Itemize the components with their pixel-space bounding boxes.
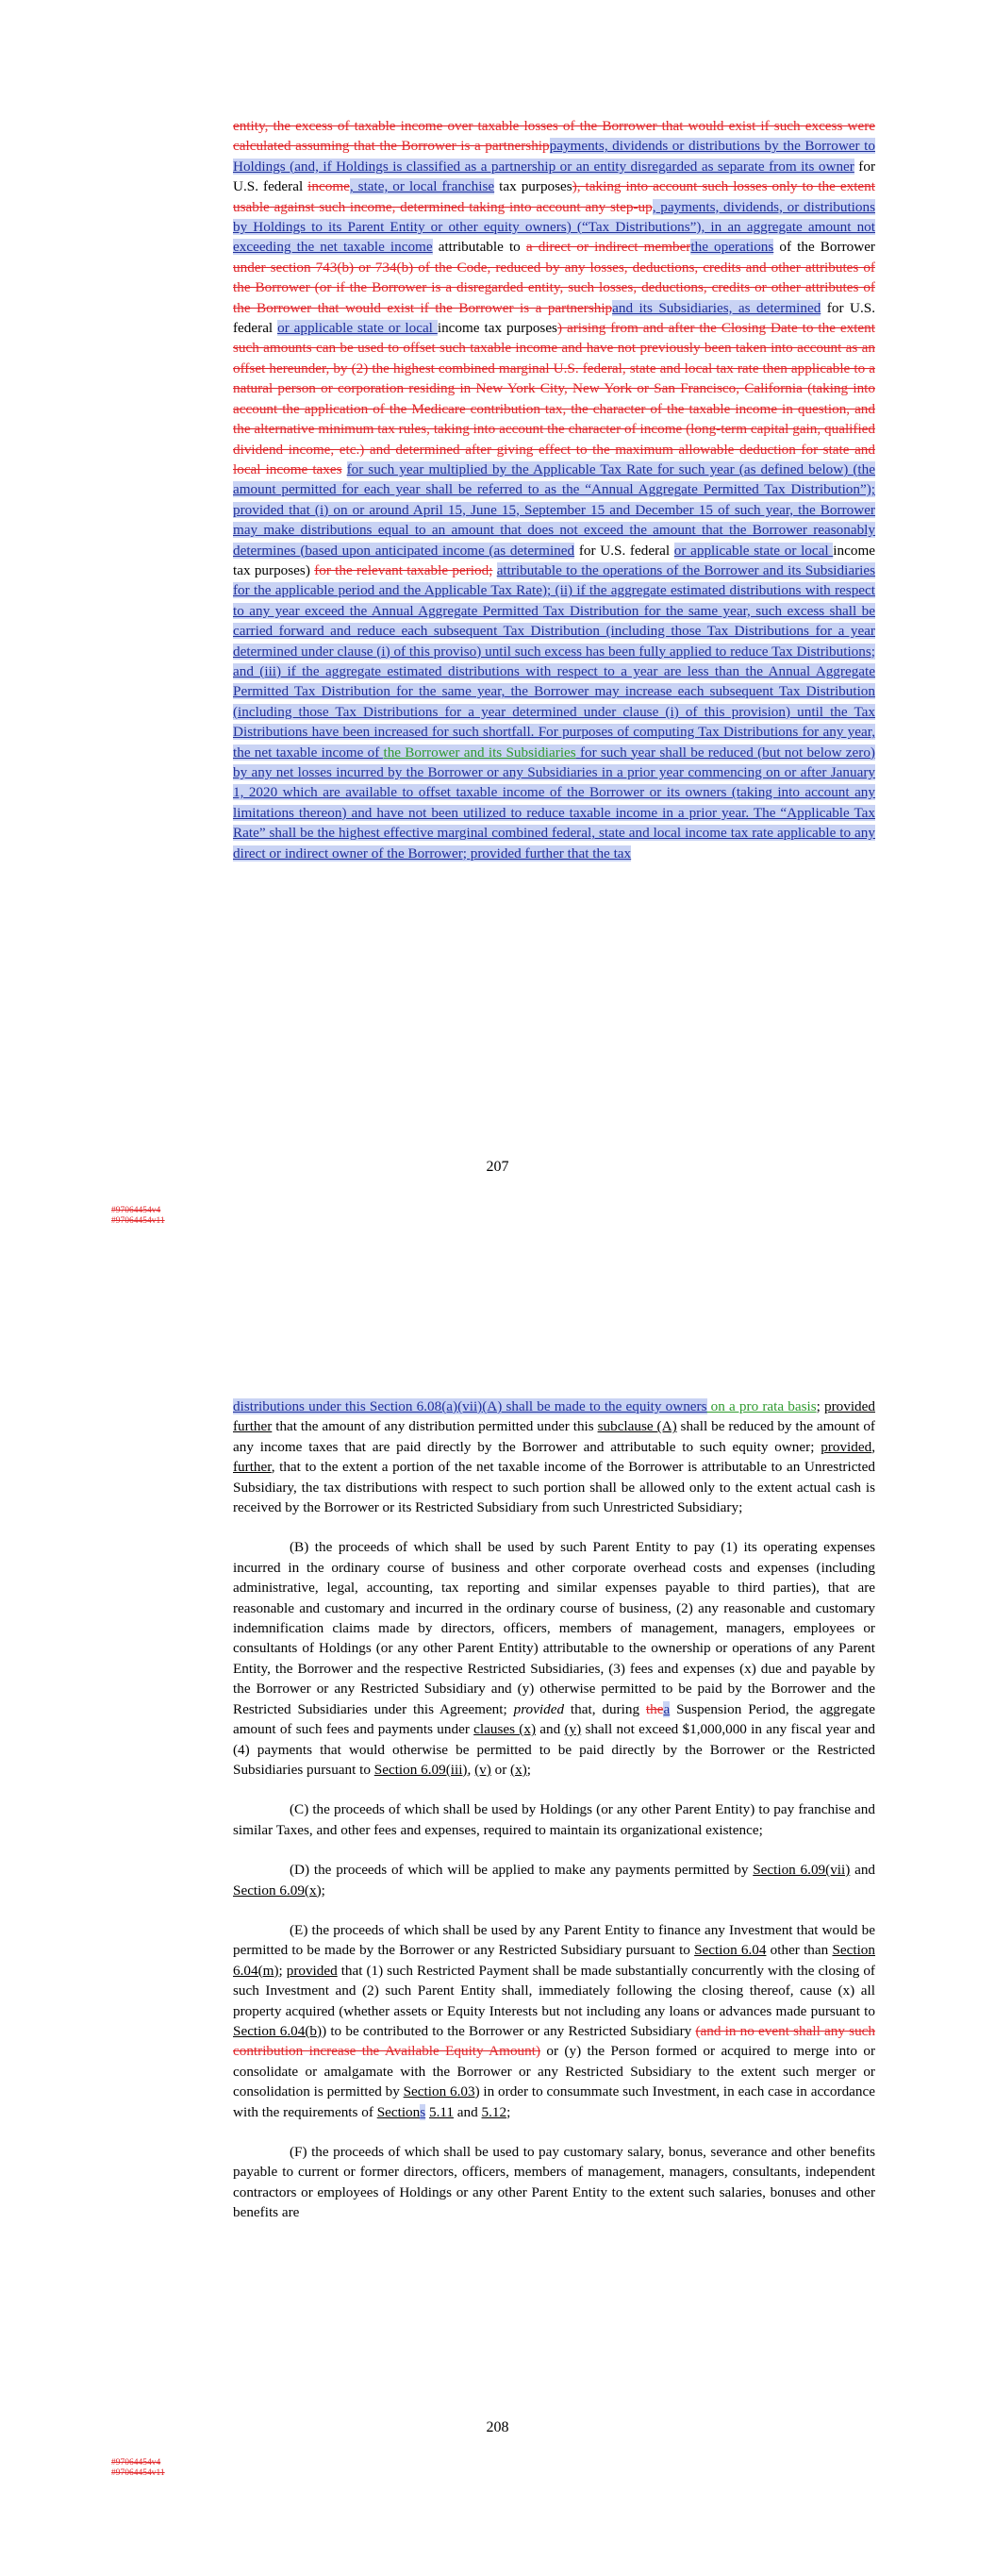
- text-run: [342, 461, 347, 477]
- deleted-text: under section 743(b) or 734(b) of the Code, reduced by any losses, deductions, credits and other attributes of the Borrower (or if the Borrower is a disregarded entity, such losses, deductions, credits or other attributes of the Borrower that would exist if the Borrower is a partnership: [233, 259, 875, 316]
- text-run: ) to be contributed to the Borrower or any Restricted Subsidiary: [322, 2022, 696, 2039]
- text-run: Suspension Period, the aggregate amount of such fees and payments under: [233, 1700, 875, 1738]
- text-run: (C) the proceeds of which shall be used by Holdings (or any other Parent Entity) to pay franchise and similar Taxes, and other fees and expenses, required to maintain its organizational existence;: [233, 1801, 875, 1838]
- text-run: and: [536, 1721, 565, 1738]
- page-body: [233, 1397, 875, 2243]
- paragraph-clause-e: [233, 1920, 875, 2122]
- inserted-text: and its Subsidiaries, as determined: [612, 299, 821, 316]
- text-run: ,: [871, 1438, 875, 1455]
- deleted-text: the: [645, 1700, 664, 1717]
- text-run: that (1) such Restricted Payment shall be made substantially concurrently with the closing of such Investment and (2) such Parent Entity shall, immediately following the closing thereof, cause (x) all property acquired (whether assets or Equity Interests but not including any loans or advances made pursuant to: [233, 1962, 875, 2019]
- inserted-text: a: [663, 1700, 671, 1717]
- inserted-text: attributable to the operations of the Borrower and its Subsidiaries for the applicable period and the Applicable Tax Rate); (ii) if the aggregate estimated distributions with respect to any year exceed the Annual Aggregate Permitted Tax Distribution for the same year, such excess shall be carried forward and reduce each subsequent Tax Distribution (including those Tax Distributions for a year determined under clause (i) of this proviso) until such excess has been fully applied to reduce Tax Distributions; and (iii) if the aggregate estimated distributions with respect to a year are less than the Annual Aggregate Permitted Tax Distribution for the same year, the Borrower may increase each subsequent Tax Distribution (including those Tax Distributions for a year determined under clause (i) of this provision) until the Tax Distributions have been increased for such shortfall. For purposes of computing Tax Distributions for any year, the net taxable income of: [233, 561, 876, 761]
- paragraph: [233, 116, 875, 863]
- underlined-reference: Section 6.09(x): [233, 1882, 322, 1899]
- underlined-reference: 5.11: [428, 2103, 454, 2120]
- text-run: and: [453, 2103, 482, 2120]
- text-run: for U.S. federal: [233, 158, 875, 195]
- paragraph-clause-f: [233, 2142, 875, 2223]
- text-run: (B) the proceeds of which shall be used by such Parent Entity to pay (1) its operating expenses incurred in the ordinary course of business and other corporate overhead costs and expenses (including administrative, legal, accounting, tax reporting and similar expenses payable to third parties), that are reasonable and customary and incurred in the ordinary course of business, (2) any reasonable and customary indemnification claims made by directors, officers, members of management, managers, employees or consultants of Holdings (or any other Parent Entity) attributable to the ownership or operations of any Parent Entity, the Borrower and the respective Restricted Subsidiaries, (3) fees and expenses (x) due and payable by the Borrower or any Restricted Subsidiary and (y) otherwise permitted to be paid by the Borrower and the Restricted Subsidiaries under this Agreement;: [233, 1539, 875, 1717]
- text-run: ) in order to consummate such Investment, in each case in accordance with the requirements of: [233, 2083, 875, 2120]
- inserted-text: for such year multiplied by the Applicable Tax Rate for such year (as defined below) (the amount permitted for each year shall be referred to as the “Annual Aggregate Permitted Tax Distribution”); provided that (i) on or around April 15, June 15, September 15 and December 15 of such year, the Borrower may make distributions equal to an amount that does not exceed the amount that the Borrower reasonably determines (based upon anticipated income (as determined: [233, 460, 875, 559]
- inserted-text: , payments, dividends, or distributions by Holdings to its Parent Entity or other equity owners) (“Tax Distributions”), in an aggregate amount not exceeding the net taxable income: [233, 198, 875, 256]
- text-run: ;: [526, 1761, 531, 1778]
- text-run: (F) the proceeds of which shall be used to pay customary salary, bonus, severance and other benefits payable to current or former directors, officers, members of management, managers, consultants, independent contractors or employees of Holdings or any other Parent Entity to the extent such salaries, bonuses and other benefits are: [233, 2144, 875, 2221]
- text-run: for U.S. federal: [574, 542, 674, 559]
- text-run: (D) the proceeds of which will be applied to make any payments permitted by: [290, 1862, 754, 1879]
- text-run: , that to the extent a portion of the net taxable income of the Borrower is attributable to an Unrestricted Subsidiary, the tax distributions with respect to such portion shall be allowed only to the extent actual cash is received by the Borrower or its Restricted Subsidiary from such Unrestricted Subsidiary;: [233, 1459, 875, 1516]
- text-run: that, during: [564, 1700, 646, 1717]
- text-run: and: [850, 1862, 876, 1879]
- document-id: #97064454v4: [111, 1206, 161, 1215]
- underlined-reference: provided: [286, 1962, 338, 1979]
- underlined-reference: further: [233, 1459, 272, 1476]
- deleted-text: income: [307, 178, 350, 195]
- paragraph: [233, 1397, 875, 1517]
- underlined-reference: Section 6.09(iii): [373, 1761, 468, 1778]
- inserted-text: s: [420, 2103, 426, 2120]
- moved-inserted-text: the Borrower and its Subsidiaries: [383, 744, 576, 761]
- paragraph-clause-c: [233, 1799, 875, 1840]
- underlined-reference: Section 6.04(m): [233, 1942, 875, 1979]
- text-run: for U.S. federal: [233, 299, 875, 337]
- paragraph-clause-b: [233, 1537, 875, 1780]
- deleted-text: entity, the excess of taxable income over taxable losses of the Borrower that would exist if such excess were calculated assuming that the Borrower is a partnership: [233, 118, 875, 155]
- underlined-reference: further: [233, 1418, 273, 1435]
- underlined-reference: Section 6.03: [403, 2083, 475, 2100]
- deleted-text: ), taking into account such losses only to the extent usable against such income, determined taking into account any step-up: [233, 178, 875, 215]
- document-id: #97064454v11: [111, 2468, 165, 2478]
- underlined-reference: provided: [824, 1398, 875, 1414]
- inserted-text: distributions under this Section 6.08(a)(vii)(A) shall be made to the equity owners: [233, 1398, 707, 1414]
- text-run: attributable to: [432, 239, 526, 256]
- document-page-208: [0, 1397, 995, 2576]
- page-body: [233, 116, 875, 883]
- underlined-reference: subclause (A): [597, 1418, 677, 1435]
- text-run: that the amount of any distribution permitted under this: [272, 1418, 598, 1435]
- document-id: #97064454v11: [111, 1216, 165, 1226]
- underlined-reference: (v): [474, 1761, 491, 1778]
- underlined-reference: clauses (x): [473, 1721, 536, 1738]
- inserted-text: or applicable state or local: [673, 542, 834, 559]
- text-run: other than: [766, 1942, 833, 1959]
- underlined-reference: (y): [564, 1721, 582, 1738]
- inserted-text: the operations: [690, 239, 774, 256]
- italic-text: provided: [513, 1700, 565, 1717]
- text-run: income tax purposes): [233, 542, 875, 578]
- moved-text: on a pro rata basis: [706, 1398, 817, 1414]
- document-id-stamp: [111, 2458, 165, 2479]
- document-id-stamp: [111, 1206, 165, 1227]
- underlined-reference: Section 6.04(b): [233, 2022, 323, 2039]
- text-run: or (y) the Person formed or acquired to merge into or consolidate or amalgamate with the Borrower or any Restricted Subsidiary to the extent such merger or consolidation is permitted by: [233, 2043, 876, 2100]
- text-run: tax purposes: [494, 178, 572, 195]
- text-run: ;: [278, 1962, 287, 1979]
- underlined-reference: (x): [510, 1761, 527, 1778]
- text-run: or: [490, 1761, 511, 1778]
- page-number: 208: [486, 2419, 509, 2435]
- inserted-text: , state, or local franchise: [349, 178, 495, 195]
- text-run: ;: [321, 1882, 325, 1899]
- underlined-reference: Section 6.09(vii): [753, 1862, 851, 1879]
- underlined-reference: Section: [376, 2103, 421, 2120]
- text-run: income tax purposes: [437, 320, 557, 337]
- document-id: #97064454v4: [111, 2458, 161, 2467]
- text-run: ;: [506, 2103, 511, 2120]
- paragraph-clause-d: [233, 1860, 875, 1900]
- deleted-text: ) arising from and after the Closing Date to the extent such amounts can be used to offset such taxable income and have not previously been taken into account as an offset hereunder, by (2) the highest combined marginal U.S. federal, state and local tax rate then applicable to a natural person or corporation residing in New York City, New York or San Francisco, California (taking into account the application of the Medicare contribution tax, the character of the taxable income in question, and the alternative minimum tax rules, taking into account the character of income (long-term capital gain, qualified dividend income, etc.) and determined after giving effect to the maximum allowable deduction for state and local income taxes: [233, 320, 875, 477]
- underlined-reference: Section 6.04: [694, 1942, 767, 1959]
- deleted-text: for the relevant taxable period;: [314, 561, 493, 578]
- text-run: shall not exceed $1,000,000 in any fiscal year and (4) payments that would otherwise be permitted to be paid directly by the Borrower or the Restricted Subsidiaries pursuant to: [233, 1721, 875, 1778]
- text-run: ,: [467, 1761, 475, 1778]
- underlined-reference: provided: [821, 1438, 872, 1455]
- text-run: of the Borrower: [773, 239, 875, 256]
- text-run: (E) the proceeds of which shall be used by any Parent Entity to finance any Investment that would be permitted to be made by the Borrower or any Restricted Subsidiary pursuant to: [233, 1921, 875, 1959]
- page-number: 207: [486, 1159, 509, 1175]
- inserted-text: for such year shall be reduced (but not below zero) by any net losses incurred by the Borrower or any Subsidiaries in a prior year commencing on or after January 1, 2020 which are available to offset taxable income of the Borrower or its owners (taking into account any limitations thereon) and have not been utilized to reduce taxable income in a prior year. The “Applicable Tax Rate” shall be the highest effective marginal combined federal, state and local income tax rate applicable to any direct or indirect owner of the Borrower; provided further that the tax: [233, 744, 875, 861]
- text-run: shall be reduced by the amount of any income taxes that are paid directly by the Borrower and attributable to such equity owner;: [233, 1418, 875, 1455]
- text-run: ;: [816, 1398, 824, 1414]
- deleted-text: (and in no event shall any such contribution increase the Available Equity Amount): [233, 2022, 876, 2060]
- underlined-reference: 5.12: [481, 2103, 507, 2120]
- inserted-text: or applicable state or local: [277, 320, 438, 337]
- inserted-text: payments, dividends or distributions by the Borrower to Holdings (and, if Holdings is classified as a partnership or an entity disregarded as separate from its owner: [233, 138, 875, 175]
- deleted-text: a direct or indirect member: [525, 239, 691, 256]
